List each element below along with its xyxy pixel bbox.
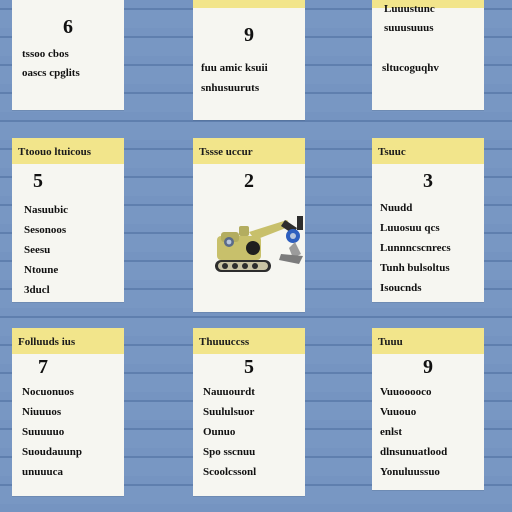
card-9-number: 9 (423, 356, 433, 378)
card-6-strip (372, 138, 484, 164)
card-6-line-2: Luuosuu qcs (380, 222, 440, 234)
card-6-number: 3 (423, 170, 433, 192)
card-6-strip-text: Tsuuc (378, 146, 406, 158)
card-1-line-1: tssoo cbos (22, 48, 69, 60)
card-8 (193, 328, 305, 496)
card-7-line-2: Niuuuos (22, 406, 62, 418)
card-7-strip-text: Folluuds ius (18, 336, 76, 348)
card-1-line-2: oascs cpglits (22, 67, 80, 79)
card-4-number: 5 (33, 170, 43, 192)
card-2-number: 9 (244, 24, 254, 46)
card-4-strip (12, 138, 124, 164)
card-9-strip-text: Tuuu (378, 336, 403, 348)
card-2 (193, 0, 305, 120)
card-7-line-4: Suoudauunp (22, 446, 82, 458)
card-4-line-1: Nasuubic (24, 204, 69, 216)
card-7-line-3: Suuuuuo (22, 426, 65, 438)
card-3-line-3: sltucoguqhv (382, 62, 439, 74)
card-4-line-5: 3ducl (24, 284, 50, 296)
card-2-line-1: fuu amic ksuii (201, 62, 268, 74)
card-3-line-2: suuusuuus (384, 22, 434, 34)
card-3 (372, 0, 484, 110)
card-7 (12, 328, 124, 496)
card-9-strip (372, 328, 484, 354)
card-7-number: 7 (38, 356, 48, 378)
card-9-line-1: Vuuooooco (380, 386, 432, 398)
card-9-line-2: Vuuouo (380, 406, 417, 418)
card-8-line-5: Scoolcssonl (203, 466, 257, 478)
card-5 (193, 138, 305, 312)
card-2-strip (193, 0, 305, 8)
card-9 (372, 328, 484, 490)
card-3-line-1: Luuustunc (384, 3, 435, 15)
card-6-line-1: Nuudd (380, 202, 413, 214)
card-6-line-4: Tunh bulsoltus (380, 262, 450, 274)
card-5-strip (193, 138, 305, 164)
card-8-strip-text: Thuuuccss (199, 336, 250, 348)
card-2-line-2: snhusuuruts (201, 82, 260, 94)
card-9-line-5: Yonuluussuo (380, 466, 440, 478)
card-1-number: 6 (63, 16, 73, 38)
card-4-strip-text: Ttoouo ltuicous (18, 146, 92, 158)
card-9-line-4: dlnsunuatlood (380, 446, 448, 458)
card-6-line-5: Isoucnds (380, 282, 422, 294)
card-8-line-2: Suululsuor (203, 406, 255, 418)
card-8-line-1: Nauuourdt (203, 386, 255, 398)
card-1 (12, 0, 124, 110)
card-8-line-4: Spo sscnuu (203, 446, 256, 458)
card-9-line-3: enlst (380, 426, 402, 438)
card-6 (372, 138, 484, 302)
card-4-line-4: Ntoune (24, 264, 59, 276)
card-4-line-3: Seesu (24, 244, 51, 256)
card-8-strip (193, 328, 305, 354)
excavator-icon (209, 208, 313, 278)
card-8-number: 5 (244, 356, 254, 378)
card-5-number: 2 (244, 170, 254, 192)
card-5-strip-text: Tssse uccur (199, 146, 253, 158)
card-4-line-2: Sesonoos (24, 224, 67, 236)
card-4 (12, 138, 124, 302)
card-6-line-3: Lunnncscnrecs (380, 242, 451, 254)
card-7-line-5: unuuuca (22, 466, 63, 478)
card-8-line-3: Ounuo (203, 426, 236, 438)
card-7-strip (12, 328, 124, 354)
card-7-line-1: Nocuonuos (22, 386, 74, 398)
